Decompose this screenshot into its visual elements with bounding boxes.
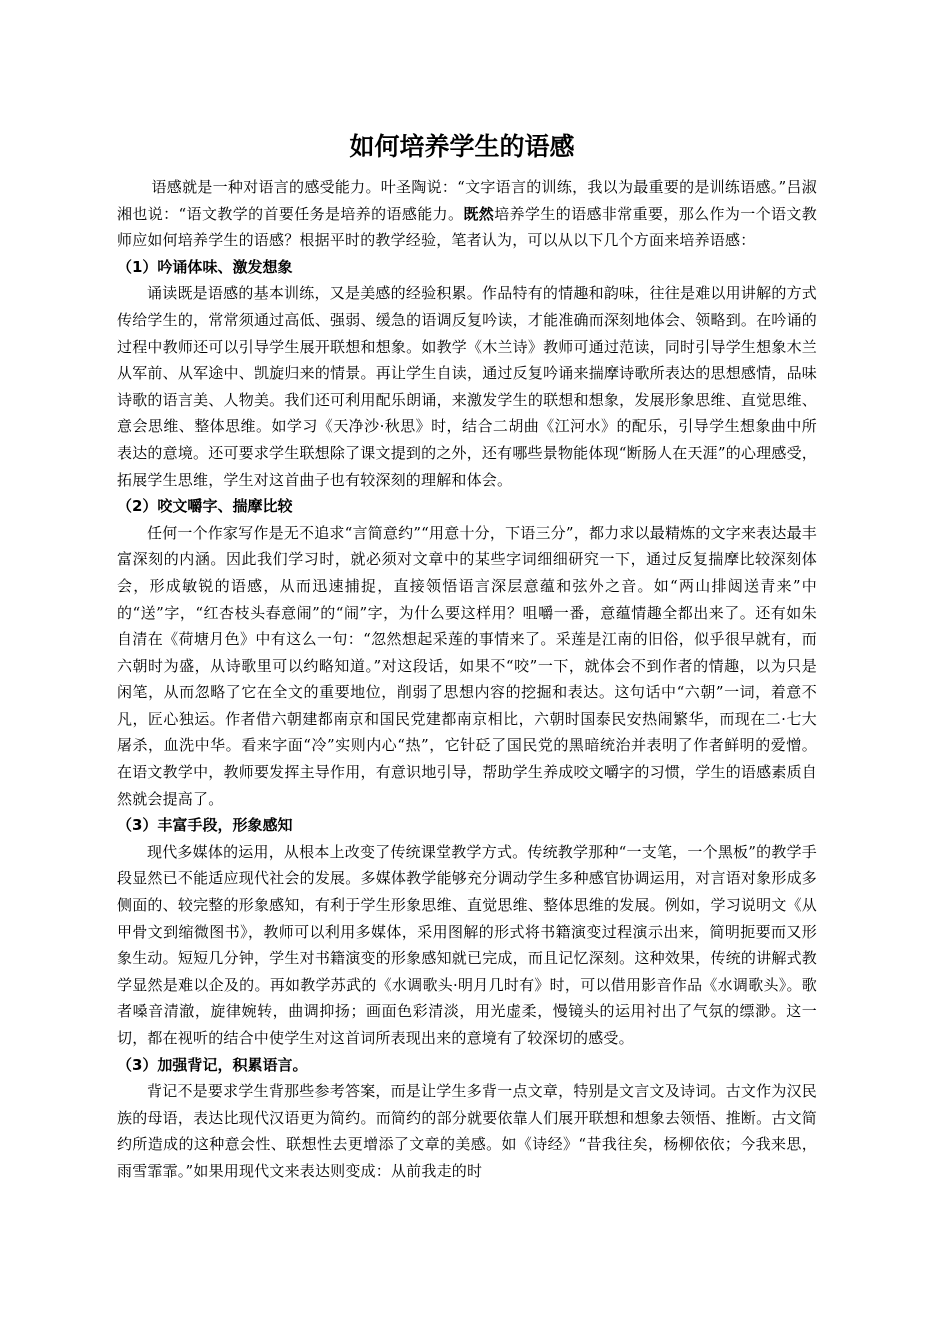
section-4-heading: （3）加强背记，积累语言。 [117, 1055, 308, 1074]
intro-bold-word: 既然 [463, 204, 495, 223]
intro-text-2: 培养学生的语感非常重要，那么作为一个语文教师应如何培养学生的语感？根据平时的教学经验，笔者认为，可以从以下几个方面来培养语感： [117, 204, 817, 250]
section-2-body: 任何一个作家写作是无不追求“言简意约”“用意十分，下语三分”，都力求以最精炼的文字来表达最丰富深刻的内涵。因此我们学习时，就必须对文章中的某些字词细细研究一下，通过反复揣摩比较深刻体会，形成敏锐的语感，从而迅速捕捉，直接领悟语言深层意蕴和弦外之音。如“两山排闼送青来”中的“送”字，“红杏枝头春意闹”的“闹”字，为什么要这样用？咀嚼一番，意蕴情趣全都出来了。还有如朱自清在《荷塘月色》中有这么一句：“忽然想起采莲的事情来了。采莲是江南的旧俗，似乎很早就有，而六朝时为盛，从诗歌里可以约略知道。”对这段话，如果不“咬”一下，就体会不到作者的情趣，以为只是闲笔，从而忽略了它在全文的重要地位，削弱了思想内容的挖掘和表达。这句话中“六朝”一词，着意不凡，匠心独运。作者借六朝建都南京和国民党建都南京相比，六朝时国泰民安热闹繁华，而现在二·七大屠杀，血洗中华。看来字面“冷”实则内心“热”，它针砭了国民党的黑暗统治并表明了作者鲜明的爱憎。在语文教学中，教师要发挥主导作用，有意识地引导，帮助学生养成咬文嚼字的习惯，学生的语感素质自然就会提高了。 [117, 523, 817, 808]
section-1-body: 诵读既是语感的基本训练，又是美感的经验积累。作品特有的情趣和韵味，往往是难以用讲解的方式传给学生的，常常须通过高低、强弱、缓急的语调反复吟读，才能准确而深刻地体会、领略到。在吟诵的过程中教师还可以引导学生展开联想和想象。如教学《木兰诗》教师可通过范读，同时引导学生想象木兰从军前、从军途中、凯旋归来的情景。再让学生自读，通过反复吟诵来揣摩诗歌所表达的思想感情，品味诗歌的语言美、人物美。我们还可利用配乐朗诵，来激发学生的联想和想象，发展形象思维、直觉思维、意会思维、整体思维。如学习《天净沙·秋思》时，结合二胡曲《江河水》的配乐，引导学生想象曲中所表达的意境。还可要求学生联想除了课文提到的之外，还有哪些景物能体现“断肠人在天涯”的心理感受，拓展学生思维，学生对这首曲子也有较深刻的理解和体会。 [117, 284, 817, 489]
intro-paragraph [117, 174, 817, 254]
section-3-heading: （3）丰富手段，形象感知 [117, 816, 293, 835]
section-3-body: 现代多媒体的运用，从根本上改变了传统课堂教学方式。传统教学那种“一支笔，一个黑板”的教学手段显然已不能适应现代社会的发展。多媒体教学能够充分调动学生多种感官协调运用，对言语对象形成多侧面的、较完整的形象感知，有利于学生形象思维、直觉思维、整体思维的发展。例如，学习说明文《从甲骨文到缩微图书》，教师可以利用多媒体，采用图解的形式将书籍演变过程演示出来，简明扼要而又形象生动。短短几分钟，学生对书籍演变的形象感知就已完成，而且记忆深刻。这种效果，传统的讲解式教学显然是难以企及的。再如教学苏武的《水调歌头·明月几时有》时，可以借用影音作品《水调歌头》。歌者嗓音清澈，旋律婉转，曲调抑扬；画面色彩清淡，用光虚柔，慢镜头的运用衬出了气氛的缥渺。这一切，都在视听的结合中使学生对这首词所表现出来的意境有了较深切的感受。 [117, 842, 817, 1047]
section-2-heading: （2）咬文嚼字、揣摩比较 [117, 497, 293, 516]
intro-text-1: 语感就是一种对语言的感受能力。叶圣陶说：“文字语言的训练，我以为最重要的是训练语感。”吕淑湘也说：“语文教学的首要任务是培养的语感能力。 [117, 178, 817, 223]
section-4-body: 背记不是要求学生背那些参考答案，而是让学生多背一点文章，特别是文言文及诗词。古文作为汉民族的母语，表达比现代汉语更为简约。而简约的部分就要依靠人们展开联想和想象去领悟、推断。古文简约所造成的这种意会性、联想性去更增添了文章的美感。如《诗经》“昔我往矣，杨柳依依；今我来思，雨雪霏霏。”如果用现代文来表达则变成：从前我走的时 [117, 1082, 817, 1180]
section-1-heading: （1）吟诵体味、激发想象 [117, 257, 293, 276]
document-title: 如何培养学生的语感 [349, 132, 575, 161]
document-page [117, 130, 817, 1185]
